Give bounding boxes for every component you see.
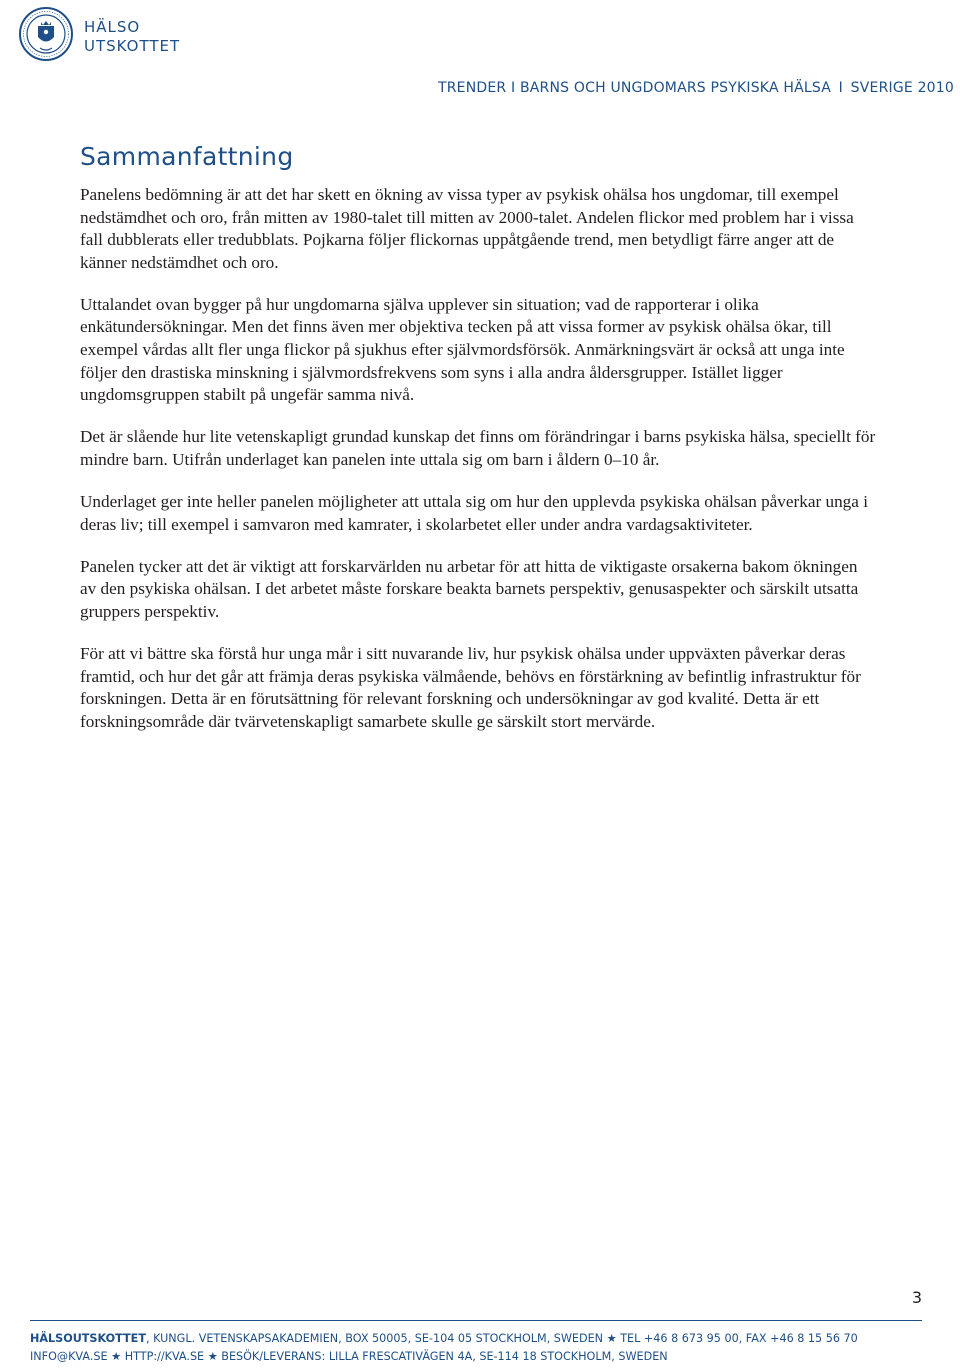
body-text xyxy=(80,184,876,753)
footer-address: , KUNGL. VETENSKAPSAKADEMIEN, BOX 50005, SE-104 05 STOCKHOLM, SWEDEN xyxy=(145,1332,604,1345)
brand-header xyxy=(18,4,198,68)
paragraph: Uttalandet ovan bygger på hur ungdomarna själva upplever sin situation; vad de rapporterar i olika enkätundersökningar. Men det finns även mer objektiva tecken på att vissa former av psykisk ohälsa ökar, till exempel vårdas allt fler unga flickor på sjukhus efter självmordsförsök. Anmärkningsvärt är också att unga inte följer den drastiska minskning i självmordsfrekvens som syns i alla andra åldersgrupper. Istället ligger ungdomsgruppen stabilt på ungefär samma nivå. xyxy=(80,294,845,405)
star-icon: ★ xyxy=(111,1350,122,1363)
star-icon: ★ xyxy=(606,1332,617,1345)
footer-org: HÄLSOUTSKOTTET xyxy=(30,1332,146,1345)
brand-name xyxy=(84,18,180,56)
academy-seal-icon xyxy=(18,4,74,66)
paragraph: Det är slående hur lite vetenskapligt grundad kunskap det finns om förändringar i barns psykiska hälsa, speciellt för mindre barn. Utifrån underlaget kan panelen inte uttala sig om barn i åldern 0–10 år. xyxy=(80,427,876,469)
page-number: 3 xyxy=(911,1288,922,1307)
paragraph: Panelen tycker att det är viktigt att forskarvärlden nu arbetar för att hitta de viktigaste orsakerna bakom ökningen av den psykiska ohälsan. I det arbetet måste forskare beakta barnets perspektiv, genusaspekter och särskilt utsatta gruppers perspektiv. xyxy=(80,556,859,621)
footer-divider xyxy=(30,1320,922,1321)
paragraph: För att vi bättre ska förstå hur unga mår i sitt nuvarande liv, hur psykisk ohälsa under uppväxten påverkar deras framtid, och hur det går att främja deras psykiska välmående, behövs en förstärkning av befintlig infrastruktur för forskningen. Detta är en förutsättning för relevant forskning och undersökningar av god kvalité. Detta är ett forskningsområde där tvärvetenskapligt samarbete skulle ge särskilt stort mervärde. xyxy=(80,644,861,731)
footer-phone: TEL +46 8 673 95 00, FAX +46 8 15 56 70 xyxy=(620,1332,858,1345)
footer-visit-address: BESÖK/LEVERANS: LILLA FRESCATIVÄGEN 4A, SE-114 18 STOCKHOLM, SWEDEN xyxy=(221,1350,668,1363)
running-head xyxy=(438,80,954,96)
star-icon: ★ xyxy=(207,1350,218,1363)
page-title: Sammanfattning xyxy=(80,142,294,171)
running-head-year: SVERIGE 2010 xyxy=(850,80,954,96)
footer-email-link[interactable]: INFO@KVA.SE xyxy=(30,1350,108,1363)
running-head-separator: I xyxy=(838,80,843,96)
paragraph: Panelens bedömning är att det har skett en ökning av vissa typer av psykisk ohälsa hos ungdomar, till exempel nedstämdhet och oro, från mitten av 1980-talet till mitten av 2000-talet. Andelen flickor med problem har i vissa fall dubblerats eller tredubblats. Pojkarna följer flickornas uppåtgående trend, men betydligt färre anger att de känner nedstämdhet och oro. xyxy=(80,185,854,272)
footer-web-link[interactable]: HTTP://KVA.SE xyxy=(124,1350,205,1363)
footer-line-2 xyxy=(30,1348,950,1366)
brand-line-2: UTSKOTTET xyxy=(84,37,181,55)
paragraph: Underlaget ger inte heller panelen möjligheter att uttala sig om hur den upplevda psykiska ohälsan påverkar unga i deras liv; till exempel i samvaron med kamrater, i skolarbetet eller under andra vardagsaktiviteter. xyxy=(80,492,868,534)
running-head-title: TRENDER I BARNS OCH UNGDOMARS PSYKISKA HÄLSA xyxy=(437,80,831,96)
footer xyxy=(30,1330,950,1366)
footer-line-1 xyxy=(30,1330,950,1348)
brand-line-1: HÄLSO xyxy=(84,18,141,36)
